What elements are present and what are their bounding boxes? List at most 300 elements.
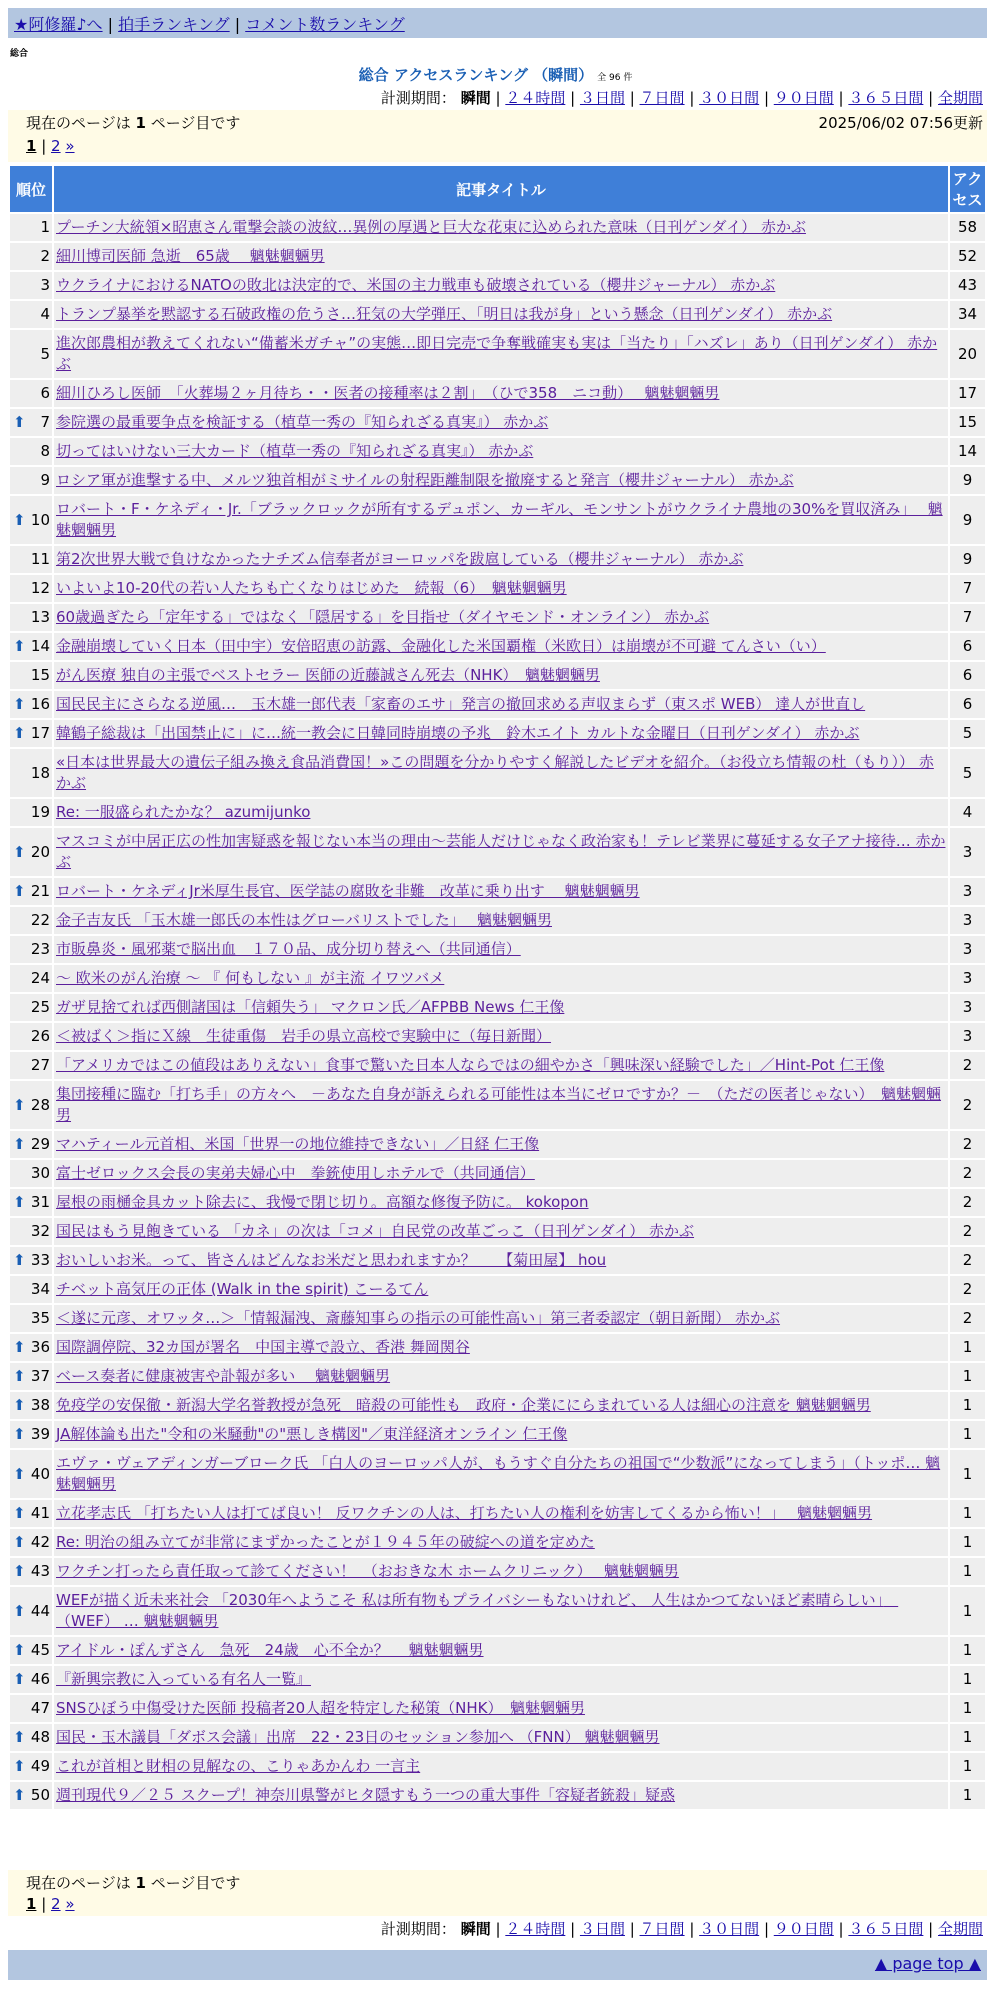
rank-cell <box>10 214 52 241</box>
article-link[interactable]: ～ 欧米のがん治療 ～ 『 何もしない 』が主流 イワツバメ <box>56 969 445 987</box>
pager-bottom: 1 | 2 » <box>26 1895 75 1913</box>
arrow-up-icon: ⬆ <box>13 413 26 431</box>
rank-number: 16 <box>30 695 50 713</box>
article-link[interactable]: 国民はもう見飽きている 「カネ」の次は「コメ」自民党の改革ごっこ（日刊ゲンダイ） 赤かぶ <box>56 1222 695 1240</box>
table-row <box>10 1247 985 1274</box>
rank-cell <box>10 828 52 876</box>
access-count: 2 <box>950 1305 985 1332</box>
arrow-up-icon: ⬆ <box>13 1425 26 1443</box>
rank-number: 9 <box>40 471 50 489</box>
period-link-365d[interactable]: ３６５日間 <box>848 89 924 107</box>
rank-cell <box>10 691 52 718</box>
article-link[interactable]: 進次郎農相が教えてくれない“備蓄米ガチャ”の実態…即日完売で争奪戦確実も実は「当たり」「ハズレ」あり（日刊ゲンダイ） 赤かぶ <box>56 334 938 373</box>
table-row <box>10 330 985 378</box>
period-link-7d-bottom[interactable]: ７日間 <box>639 1920 685 1938</box>
article-link[interactable]: JA解体論も出た"令和の米騒動"の"悪しき構図"／東洋経済オンライン 仁王像 <box>56 1425 568 1443</box>
title-cell <box>54 243 948 270</box>
article-link[interactable]: ガザ見捨てれば西側諸国は「信頼失う」 マクロン氏／AFPBB News 仁王像 <box>56 998 565 1016</box>
rank-cell <box>10 936 52 963</box>
rank-number: 42 <box>30 1533 50 1551</box>
title-cell <box>54 1666 948 1693</box>
article-link[interactable]: 参院選の最重要争点を検証する（植草一秀の『知られざる真実』） 赤かぶ <box>56 413 549 431</box>
title-cell <box>54 546 948 573</box>
table-row <box>10 546 985 573</box>
article-link[interactable]: ワクチン打ったら責任取って診てください！ （おおきな木 ホームクリニック） 魑魅魍魎男 <box>56 1562 679 1580</box>
article-link[interactable]: 免疫学の安保徹・新潟大学名誉教授が急死 暗殺の可能性も 政府・企業ににらまれている人は細心の注意を 魑魅魍魎男 <box>56 1396 871 1414</box>
rank-number: 27 <box>30 1056 50 1074</box>
rank-number: 30 <box>30 1164 50 1182</box>
rank-cell <box>10 1782 52 1809</box>
rank-cell <box>10 965 52 992</box>
article-link[interactable]: がん医療 独自の主張でベストセラー 医師の近藤誠さん死去（NHK） 魑魅魍魎男 <box>56 666 600 684</box>
rank-cell <box>10 330 52 378</box>
rank-cell <box>10 1276 52 1303</box>
nav-link-home[interactable]: ★阿修羅♪へ <box>14 15 103 34</box>
access-count: 58 <box>950 214 985 241</box>
title-cell <box>54 1637 948 1664</box>
title-cell <box>54 1363 948 1390</box>
title-cell <box>54 1052 948 1079</box>
arrow-up-icon: ⬆ <box>13 1601 26 1620</box>
rank-cell <box>10 243 52 270</box>
rank-cell <box>10 907 52 934</box>
table-row <box>10 467 985 494</box>
table-row <box>10 1160 985 1187</box>
rank-number: 20 <box>30 842 50 861</box>
rank-cell <box>10 438 52 465</box>
rank-number: 26 <box>30 1027 50 1045</box>
updated-timestamp: 2025/06/02 07:56更新 <box>818 114 983 132</box>
access-count: 1 <box>950 1724 985 1751</box>
rank-cell <box>10 604 52 631</box>
title-cell <box>54 799 948 826</box>
rank-number: 47 <box>30 1699 50 1717</box>
table-row <box>10 1276 985 1303</box>
rank-cell <box>10 1529 52 1556</box>
article-link[interactable]: いよいよ10-20代の若い人たちも亡くなりはじめた 続報（6） 魑魅魍魎男 <box>56 579 567 597</box>
article-link[interactable]: ロバート・F・ケネディ・Jr.「ブラックロックが所有するデュポン、カーギル、モンサントがウクライナ農地の30%を買収済み」 魑魅魍魎男 <box>56 500 943 539</box>
rank-number: 44 <box>30 1601 50 1620</box>
current-page-text-bottom: 現在のページは 1 ページ目です <box>26 1874 241 1892</box>
article-link[interactable]: 細川博司医師 急逝 65歳 魑魅魍魎男 <box>56 247 325 265</box>
article-link[interactable]: Re: 明治の組み立てが非常にまずかったことが１９４５年の破綻への道を定めた <box>56 1533 595 1551</box>
access-count: 2 <box>950 1218 985 1245</box>
page-info-bottom <box>8 1870 987 1916</box>
table-row <box>10 438 985 465</box>
period-link-90d-bottom[interactable]: ９０日間 <box>773 1920 834 1938</box>
article-link[interactable]: トランプ暴挙を黙認する石破政権の危うさ…狂気の大学弾圧、「明日は我が身」という懸念（日刊ゲンダイ） 赤かぶ <box>56 305 833 323</box>
table-row <box>10 936 985 963</box>
article-link[interactable]: WEFが描く近未来社会 「2030年へようこそ 私は所有物もプライバシーもないけれど、 人生はかつてないほど素晴らしい」 （WEF） … 魑魅魍魎男 <box>56 1591 899 1630</box>
arrow-up-icon: ⬆ <box>13 724 26 742</box>
table-row <box>10 243 985 270</box>
title-cell <box>54 1392 948 1419</box>
arrow-up-icon: ⬆ <box>13 695 26 713</box>
access-count: 3 <box>950 965 985 992</box>
table-row <box>10 965 985 992</box>
table-row <box>10 1189 985 1216</box>
title-cell <box>54 1529 948 1556</box>
rank-number: 34 <box>30 1280 50 1298</box>
table-row <box>10 1666 985 1693</box>
table-row <box>10 1753 985 1780</box>
table-row <box>10 994 985 1021</box>
rank-number: 8 <box>40 442 50 460</box>
title-cell <box>54 301 948 328</box>
title-cell <box>54 965 948 992</box>
title-cell <box>54 575 948 602</box>
rank-cell <box>10 1160 52 1187</box>
article-link[interactable]: SNSひぼう中傷受けた医師 投稿者20人超を特定した秘策（NHK） 魑魅魍魎男 <box>56 1699 585 1717</box>
table-header-row <box>10 166 985 212</box>
period-link-7d[interactable]: ７日間 <box>639 89 685 107</box>
article-link[interactable]: プーチン大統領×昭恵さん電撃会談の波紋…異例の厚遇と巨大な花束に込められた意味（日刊ゲンダイ） 赤かぶ <box>56 218 806 236</box>
nav-link-applause-ranking[interactable]: 拍手ランキング <box>118 15 230 34</box>
period-link-3d-bottom[interactable]: ３日間 <box>579 1920 625 1938</box>
access-count: 3 <box>950 828 985 876</box>
rank-cell <box>10 467 52 494</box>
article-link[interactable]: 細川ひろし医師 「火葬場２ヶ月待ち・・医者の接種率は２割」 （ひで358 ニコ動） 魑魅魍魎男 <box>56 384 720 402</box>
table-row <box>10 1724 985 1751</box>
access-count: 17 <box>950 380 985 407</box>
table-row <box>10 1081 985 1129</box>
table-row <box>10 749 985 797</box>
table-row <box>10 662 985 689</box>
title-cell <box>54 1160 948 1187</box>
article-link[interactable]: 国民民主にさらなる逆風… 玉木雄一郎代表「家畜のエサ」発言の撤回求める声収まらず（東スポ WEB） 達人が世直し <box>56 695 866 713</box>
rank-cell <box>10 301 52 328</box>
rank-cell <box>10 1500 52 1527</box>
period-active-bottom: 瞬間 <box>460 1920 491 1938</box>
title-cell <box>54 1782 948 1809</box>
ranking-table <box>8 164 987 1811</box>
rank-number: 29 <box>30 1135 50 1153</box>
rank-cell <box>10 546 52 573</box>
access-count: 3 <box>950 878 985 905</box>
table-row <box>10 380 985 407</box>
period-link-30d-bottom[interactable]: ３０日間 <box>699 1920 760 1938</box>
arrow-up-icon: ⬆ <box>13 842 26 861</box>
arrow-up-icon: ⬆ <box>13 1641 26 1659</box>
title-cell <box>54 272 948 299</box>
table-row <box>10 272 985 299</box>
rank-number: 38 <box>30 1396 50 1414</box>
table-row <box>10 1421 985 1448</box>
rank-cell <box>10 1305 52 1332</box>
article-link[interactable]: 金子吉友氏 「玉木雄一郎氏の本性はグローバリストでした」 魑魅魍魎男 <box>56 911 552 929</box>
article-link[interactable]: 60歳過ぎたら「定年する」ではなく「隠居する」を目指せ（ダイヤモンド・オンライン） 赤かぶ <box>56 608 710 626</box>
article-link[interactable]: 金融崩壊していく日本（田中宇）安倍昭恵の訪露、金融化した米国覇権（米欧日）は崩壊が不可避 てんさい（い） <box>56 637 826 655</box>
period-label-bottom: 計測期間： <box>380 1920 456 1938</box>
pager-link-2-bottom[interactable]: 2 <box>51 1895 61 1913</box>
article-link[interactable]: 「アメリカではこの値段はありえない」食事で驚いた日本人ならではの細やかさ「興味深い経験でした」／Hint-Pot 仁王像 <box>56 1056 885 1074</box>
article-link[interactable]: 週刊現代９／２５ スクープ！神奈川県警がヒタ隠すもう一つの重大事件「容疑者銃殺」疑惑 <box>56 1786 676 1804</box>
access-count: 2 <box>950 1276 985 1303</box>
title-cell <box>54 936 948 963</box>
pager-link-2[interactable]: 2 <box>51 137 61 155</box>
title-cell <box>54 1724 948 1751</box>
article-link[interactable]: アイドル・ぽんずさん 急死 24歳 心不全か？ 魑魅魍魎男 <box>56 1641 484 1659</box>
article-link[interactable]: ＜被ばく＞指にＸ線 生徒重傷 岩手の県立高校で実験中に（毎日新聞） <box>56 1027 552 1045</box>
title-cell <box>54 1450 948 1498</box>
period-link-all-bottom[interactable]: 全期間 <box>937 1920 983 1938</box>
rank-number: 28 <box>30 1095 50 1114</box>
current-page-text: 現在のページは 1 ページ目です <box>26 114 241 132</box>
access-count: 4 <box>950 799 985 826</box>
article-link[interactable]: ロバート・ケネディJr米厚生長官、医学誌の腐敗を非難 改革に乗り出す 魑魅魍魎男 <box>56 882 640 900</box>
page-title-text: 総合 アクセスランキング （瞬間） <box>358 66 594 84</box>
arrow-up-icon: ⬆ <box>13 1757 26 1775</box>
title-cell <box>54 1023 948 1050</box>
footer-bar <box>8 1950 987 1980</box>
rank-cell <box>10 633 52 660</box>
rank-number: 49 <box>30 1757 50 1775</box>
table-row <box>10 604 985 631</box>
article-link[interactable]: エヴァ・ヴェアディンガーブローク氏 「白人のヨーロッパ人が、もうすぐ自分たちの祖国で“少数派”になってしまう」（トッポ… 魑魅魍魎男 <box>56 1454 941 1493</box>
title-cell <box>54 330 948 378</box>
article-link[interactable]: マハティール元首相、米国「世界一の地位維持できない」／日経 仁王像 <box>56 1135 540 1153</box>
table-row <box>10 691 985 718</box>
access-count: 3 <box>950 936 985 963</box>
period-link-30d[interactable]: ３０日間 <box>699 89 760 107</box>
period-link-90d[interactable]: ９０日間 <box>773 89 834 107</box>
nav-link-comment-ranking[interactable]: コメント数ランキング <box>245 15 405 34</box>
article-link[interactable]: ＜遂に元彦、オワッタ…＞「情報漏洩、斎藤知事らの指示の可能性高い」第三者委認定（朝日新聞） 赤かぶ <box>56 1309 781 1327</box>
table-row <box>10 1218 985 1245</box>
page-info-top <box>8 110 987 162</box>
rank-cell <box>10 1724 52 1751</box>
title-cell <box>54 1131 948 1158</box>
title-cell <box>54 380 948 407</box>
rank-number: 10 <box>30 510 50 529</box>
rank-cell <box>10 878 52 905</box>
table-row <box>10 409 985 436</box>
rank-cell <box>10 409 52 436</box>
arrow-up-icon: ⬆ <box>13 637 26 655</box>
rank-number: 1 <box>40 218 50 236</box>
article-link[interactable]: 集団接種に臨む「打ち手」の方々へ －あなた自身が訴えられる可能性は本当にゼロですか？－ （ただの医者じゃない） 魑魅魍魎男 <box>56 1085 942 1124</box>
period-link-3d[interactable]: ３日間 <box>579 89 625 107</box>
pager-next[interactable]: » <box>65 137 75 155</box>
page-top-link[interactable]: ▲ page top ▲ <box>874 1954 981 1973</box>
table-row <box>10 1131 985 1158</box>
article-link[interactable]: «日本は世界最大の遺伝子組み換え食品消費国！»この問題を分かりやすく解説したビデオを紹介。（お役立ち情報の杜（もり）） 赤かぶ <box>56 753 934 792</box>
rank-number: 3 <box>40 276 50 294</box>
access-count: 5 <box>950 749 985 797</box>
article-link[interactable]: 立花孝志氏 「打ちたい人は打てば良い！ 反ワクチンの人は、打ちたい人の権利を妨害してくるから怖い！」 魑魅魍魎男 <box>56 1504 873 1522</box>
arrow-up-icon: ⬆ <box>13 1396 26 1414</box>
table-row <box>10 1529 985 1556</box>
article-link[interactable]: 第2次世界大戦で負けなかったナチズム信奉者がヨーロッパを跋扈している（櫻井ジャーナル） 赤かぶ <box>56 550 744 568</box>
table-row <box>10 575 985 602</box>
rank-cell <box>10 799 52 826</box>
table-row <box>10 878 985 905</box>
article-link[interactable]: ベース奏者に健康被害や訃報が多い 魑魅魍魎男 <box>56 1367 391 1385</box>
rank-number: 6 <box>40 384 50 402</box>
title-cell <box>54 438 948 465</box>
rank-number: 43 <box>30 1562 50 1580</box>
rank-number: 25 <box>30 998 50 1016</box>
rank-number: 14 <box>30 637 50 655</box>
access-count: 15 <box>950 409 985 436</box>
rank-cell <box>10 1587 52 1635</box>
title-cell <box>54 214 948 241</box>
article-link[interactable]: 屋根の雨樋金具カット除去に、我慢で閉じ切り。高額な修復予防に。 kokopon <box>56 1193 589 1211</box>
rank-number: 23 <box>30 940 50 958</box>
table-row <box>10 496 985 544</box>
access-count: 1 <box>950 1558 985 1585</box>
article-link[interactable]: 国民・玉木議員「ダボス会議」出席 22・23日のセッション参加へ （FNN） 魑魅魍魎男 <box>56 1728 660 1746</box>
arrow-up-icon: ⬆ <box>13 1367 26 1385</box>
access-count: 9 <box>950 467 985 494</box>
access-count: 5 <box>950 720 985 747</box>
title-cell <box>54 994 948 1021</box>
access-count: 52 <box>950 243 985 270</box>
rank-cell <box>10 575 52 602</box>
page-title <box>0 64 991 85</box>
header-access: アクセス <box>950 166 985 212</box>
rank-number: 19 <box>30 803 50 821</box>
top-nav: ★阿修羅♪へ | 拍手ランキング | コメント数ランキング <box>8 8 987 38</box>
title-cell <box>54 409 948 436</box>
rank-cell <box>10 1637 52 1664</box>
rank-number: 32 <box>30 1222 50 1240</box>
title-cell <box>54 720 948 747</box>
access-count: 34 <box>950 301 985 328</box>
period-link-24h-bottom[interactable]: ２４時間 <box>505 1920 566 1938</box>
period-selector-bottom: 計測期間： 瞬間 | ２４時間 | ３日間 | ７日間 | ３０日間 | ９０日間 | ３６５日間 | 全期間 <box>380 1920 983 1938</box>
access-count: 1 <box>950 1666 985 1693</box>
period-link-365d-bottom[interactable]: ３６５日間 <box>848 1920 924 1938</box>
rank-number: 22 <box>30 911 50 929</box>
table-row <box>10 1587 985 1635</box>
rank-cell <box>10 662 52 689</box>
title-cell <box>54 1558 948 1585</box>
rank-number: 12 <box>30 579 50 597</box>
rank-number: 39 <box>30 1425 50 1443</box>
title-cell <box>54 1421 948 1448</box>
rank-cell <box>10 1392 52 1419</box>
rank-number: 45 <box>30 1641 50 1659</box>
header-rank: 順位 <box>10 166 52 212</box>
title-cell <box>54 1587 948 1635</box>
title-cell <box>54 1695 948 1722</box>
title-cell <box>54 1305 948 1332</box>
pager-next-bottom[interactable]: » <box>65 1895 75 1913</box>
rank-cell <box>10 272 52 299</box>
title-cell <box>54 1189 948 1216</box>
article-link[interactable]: 市販鼻炎・風邪薬で脳出血 １７０品、成分切り替えへ（共同通信） <box>56 940 521 958</box>
title-cell <box>54 878 948 905</box>
rank-number: 21 <box>30 882 50 900</box>
rank-cell <box>10 1247 52 1274</box>
rank-number: 7 <box>40 413 50 431</box>
access-count: 20 <box>950 330 985 378</box>
article-link[interactable]: 『新興宗教に入っている有名人一覧』 <box>56 1670 312 1688</box>
rank-number: 48 <box>30 1728 50 1746</box>
table-row <box>10 1023 985 1050</box>
article-link[interactable]: 富士ゼロックス会長の実弟夫婦心中 拳銃使用しホテルで（共同通信） <box>56 1164 535 1182</box>
arrow-up-icon: ⬆ <box>13 1338 26 1356</box>
rank-cell <box>10 1666 52 1693</box>
article-link[interactable]: 切ってはいけない三大カード（植草一秀の『知られざる真実』） 赤かぶ <box>56 442 534 460</box>
arrow-up-icon: ⬆ <box>13 1135 26 1153</box>
rank-number: 2 <box>40 247 50 265</box>
article-link[interactable]: これが首相と財相の見解なの、こりゃあかんわ 一言主 <box>56 1757 421 1775</box>
access-count: 2 <box>950 1052 985 1079</box>
article-link[interactable]: 韓鶴子総裁は「出国禁止に」に…統一教会に日韓同時崩壊の予兆 鈴木エイト カルトな金曜日（日刊ゲンダイ） 赤かぶ <box>56 724 860 742</box>
period-link-all[interactable]: 全期間 <box>937 89 983 107</box>
table-row <box>10 828 985 876</box>
rank-cell <box>10 1421 52 1448</box>
title-cell <box>54 662 948 689</box>
arrow-up-icon: ⬆ <box>13 1728 26 1746</box>
period-link-24h[interactable]: ２４時間 <box>505 89 566 107</box>
access-count: 1 <box>950 1782 985 1809</box>
arrow-up-icon: ⬆ <box>13 1786 26 1804</box>
access-count: 1 <box>950 1392 985 1419</box>
arrow-up-icon: ⬆ <box>13 1193 26 1211</box>
arrow-up-icon: ⬆ <box>13 1562 26 1580</box>
access-count: 1 <box>950 1587 985 1635</box>
rank-cell <box>10 749 52 797</box>
arrow-up-icon: ⬆ <box>13 1533 26 1551</box>
rank-number: 31 <box>30 1193 50 1211</box>
title-cell <box>54 496 948 544</box>
access-count: 1 <box>950 1753 985 1780</box>
access-count: 2 <box>950 1189 985 1216</box>
rank-number: 15 <box>30 666 50 684</box>
table-row <box>10 214 985 241</box>
rank-cell <box>10 380 52 407</box>
access-count: 43 <box>950 272 985 299</box>
table-row <box>10 907 985 934</box>
access-count: 7 <box>950 575 985 602</box>
rank-cell <box>10 1023 52 1050</box>
rank-cell <box>10 1363 52 1390</box>
access-count: 9 <box>950 546 985 573</box>
access-count: 2 <box>950 1247 985 1274</box>
article-link[interactable]: 国際調停院、32カ国が署名 中国主導で設立、香港 舞岡関谷 <box>56 1338 470 1356</box>
table-row <box>10 301 985 328</box>
rank-number: 11 <box>30 550 50 568</box>
title-cell <box>54 467 948 494</box>
table-row <box>10 720 985 747</box>
pager-current-bottom: 1 <box>26 1895 37 1913</box>
rank-number: 18 <box>30 763 50 782</box>
title-cell <box>54 691 948 718</box>
article-link[interactable]: マスコミが中居正広の性加害疑惑を報じない本当の理由～芸能人だけじゃなく政治家も！テレビ業界に蔓延する女子アナ接待… 赤かぶ <box>56 832 946 871</box>
category-tag: 総合 <box>10 49 29 59</box>
article-link[interactable]: Re: 一服盛られたかな？ azumijunko <box>56 803 311 821</box>
rank-cell <box>10 720 52 747</box>
article-link[interactable]: おいしいお米。って、皆さんはどんなお米だと思われますか？ 【菊田屋】 hou <box>56 1251 607 1269</box>
title-cell <box>54 907 948 934</box>
table-row <box>10 1305 985 1332</box>
rank-number: 13 <box>30 608 50 626</box>
article-link[interactable]: チベット高気圧の正体 (Walk in the spirit) こーるてん <box>56 1280 429 1298</box>
access-count: 2 <box>950 1081 985 1129</box>
arrow-up-icon: ⬆ <box>13 510 26 529</box>
arrow-up-icon: ⬆ <box>13 1464 26 1483</box>
article-link[interactable]: ロシア軍が進撃する中、メルツ独首相がミサイルの射程距離制限を撤廃すると発言（櫻井ジャーナル） 赤かぶ <box>56 471 794 489</box>
table-row <box>10 1450 985 1498</box>
rank-cell <box>10 1450 52 1498</box>
title-cell <box>54 1500 948 1527</box>
rank-number: 46 <box>30 1670 50 1688</box>
access-count: 1 <box>950 1637 985 1664</box>
article-link[interactable]: ウクライナにおけるNATOの敗北は決定的で、米国の主力戦車も破壊されている（櫻井ジャーナル） 赤かぶ <box>56 276 776 294</box>
